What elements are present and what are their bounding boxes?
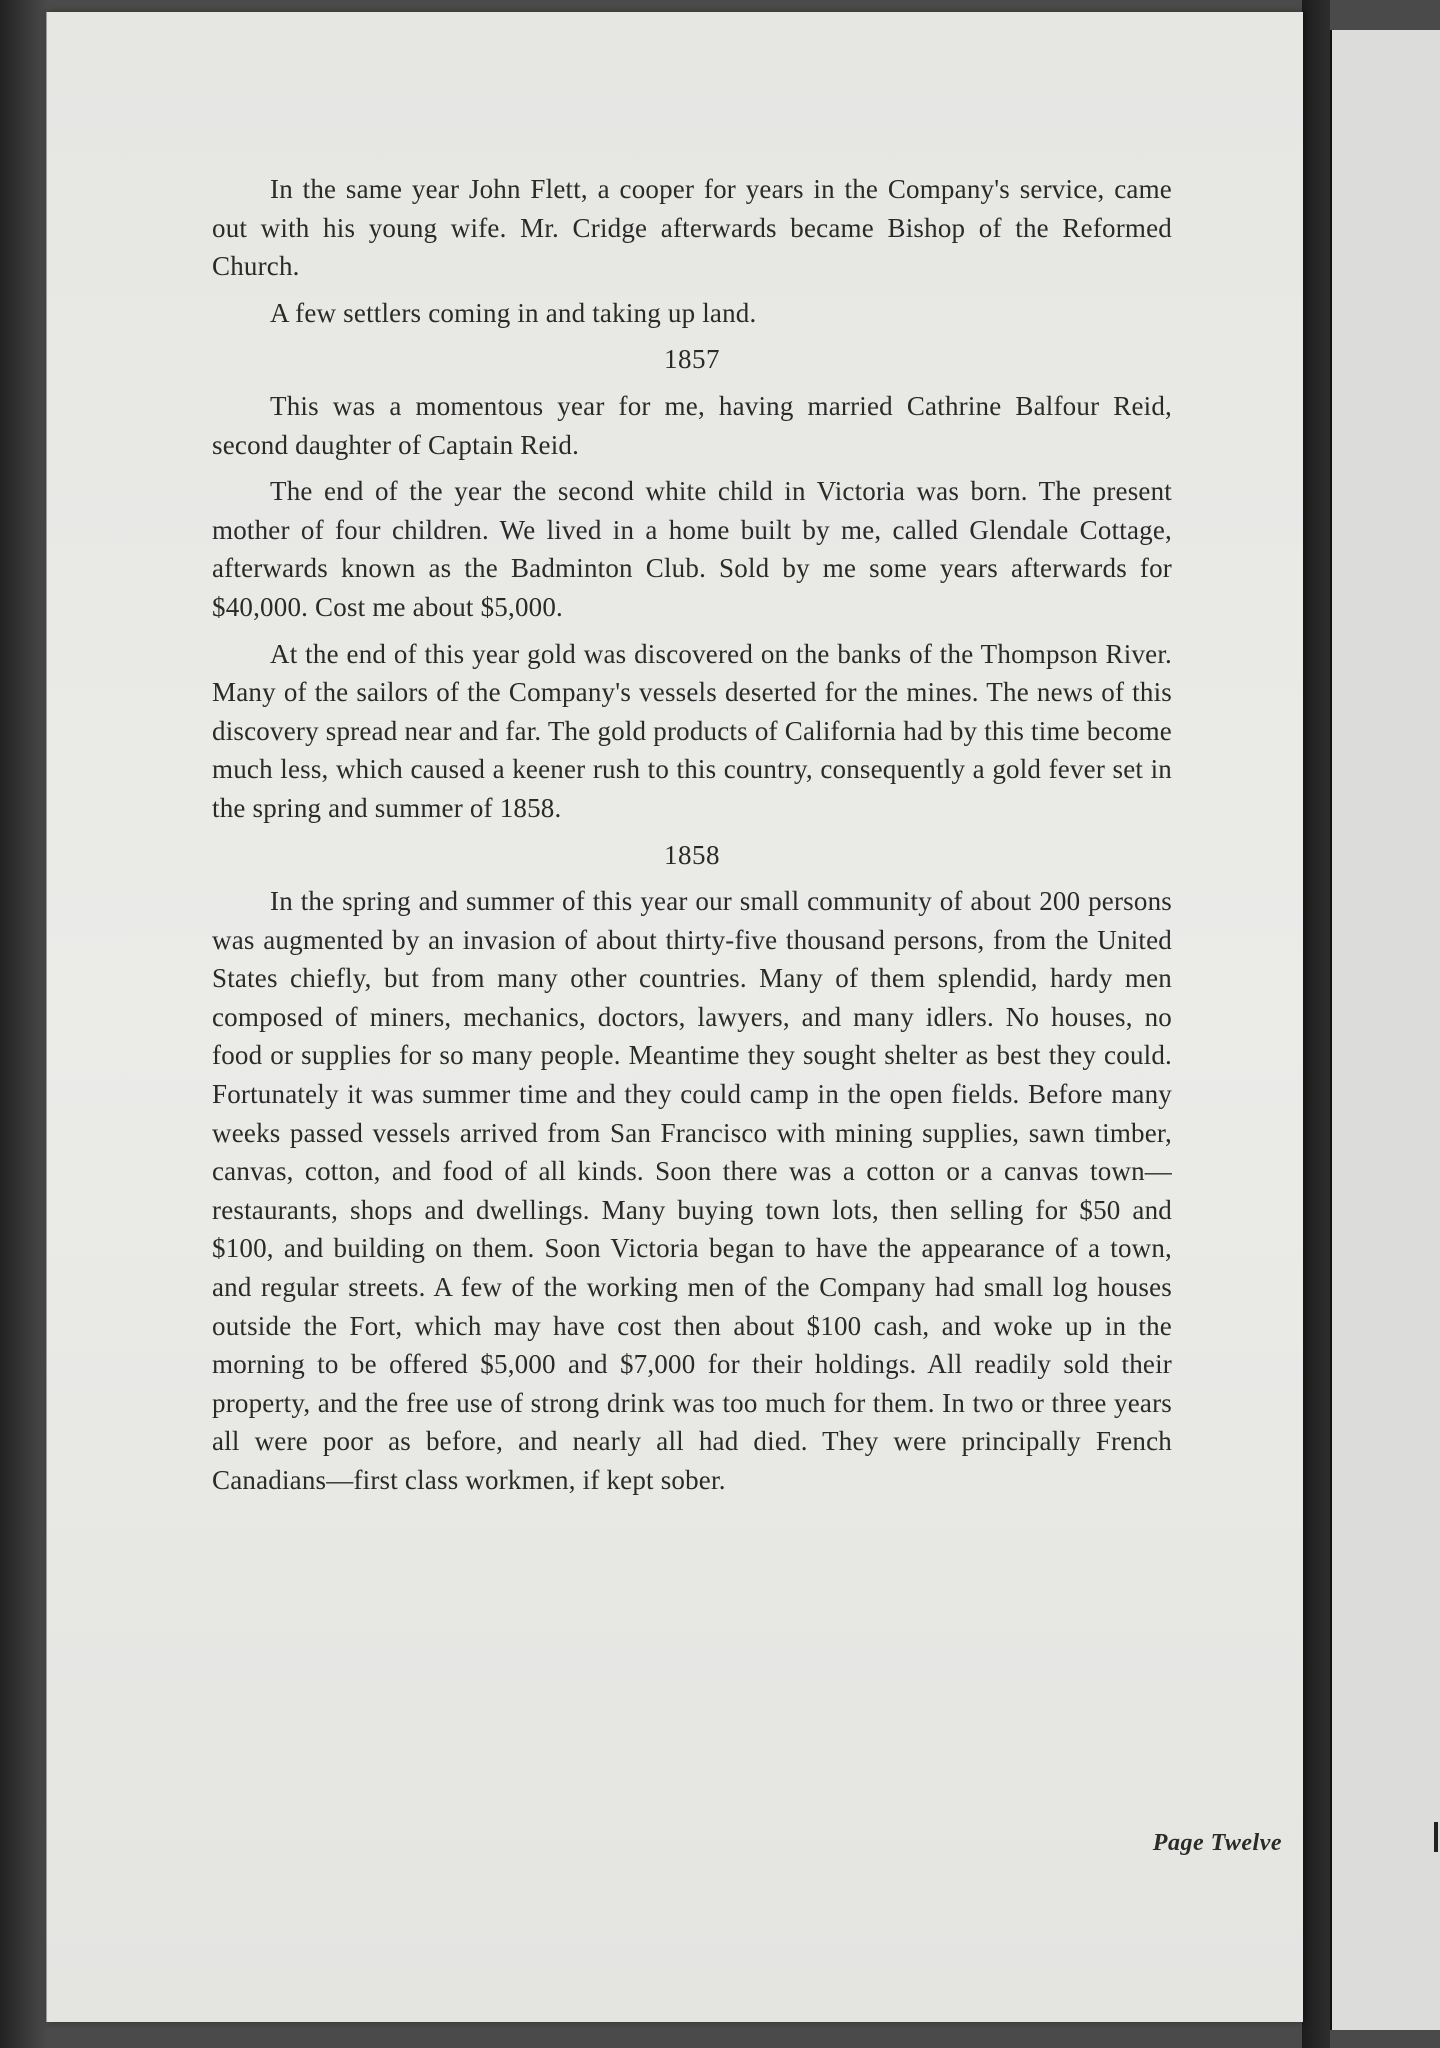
paragraph: This was a momentous year for me, having married Cathrine Balfour Reid, second daughter of Captain Reid.	[212, 390, 1172, 460]
paragraph: In the spring and summer of this year our small community of about 200 persons was augmented by an invasion of about thirty-five thousand persons, from the United States chiefly, but from many other countries. Many of them splendid, hardy men composed of miners, mechanics, doctors, lawyers, and many idlers. No houses, no food or supplies for so many people. Meantime they sought shelter as best they could. Fortunately it was summer time and they could camp in the open fields. Before many weeks passed vessels arrived from San Francisco with mining supplies, sawn timber, canvas, cotton, and food of all kinds. Soon there was a cotton or a canvas town—restaurants, shops and dwellings. Many buying town lots, then selling for $50 and $100, and building on them. Soon Victoria began to have the appearance of a town, and regular streets. A few of the working men of the Company had small log houses outside the Fort, which may have cost then about $100 cash, and woke up in the morning to be offered $5,000 and $7,000 for their holdings. All readily sold their property, and the free use of strong drink was too much for them. In two or three years all were poor as before, and nearly all had died. They were principally French Canadians—first class workmen, if kept sober.	[212, 886, 1172, 1495]
adjacent-page-mark	[1434, 1822, 1438, 1852]
page-body	[212, 170, 1172, 1508]
paragraph: A few settlers coming in and taking up land.	[270, 297, 757, 328]
paragraph: The end of the year the second white child in Victoria was born. The present mother of four children. We lived in a home built by me, called Glendale Cottage, afterwards known as the Badminton Club. Sold by me some years afterwards for $40,000. Cost me about $5,000.	[212, 476, 1172, 622]
book-gutter	[1302, 0, 1330, 2048]
paragraph: At the end of this year gold was discovered on the banks of the Thompson River. Many of the sailors of the Company's vessels deserted for the mines. The news of this discovery spread near and far. The gold products of California had by this time become much less, which caused a keener rush to this country, consequently a gold fever set in the spring and summer of 1858.	[212, 638, 1172, 823]
year-heading: 1857	[664, 344, 720, 375]
page-number: Page Twelve	[1152, 1830, 1282, 1856]
year-heading: 1858	[664, 839, 720, 870]
adjacent-page-edge	[1330, 30, 1440, 2030]
paragraph: In the same year John Flett, a cooper for years in the Company's service, came out with his young wife. Mr. Cridge afterwards became Bishop of the Reformed Church.	[212, 174, 1172, 282]
